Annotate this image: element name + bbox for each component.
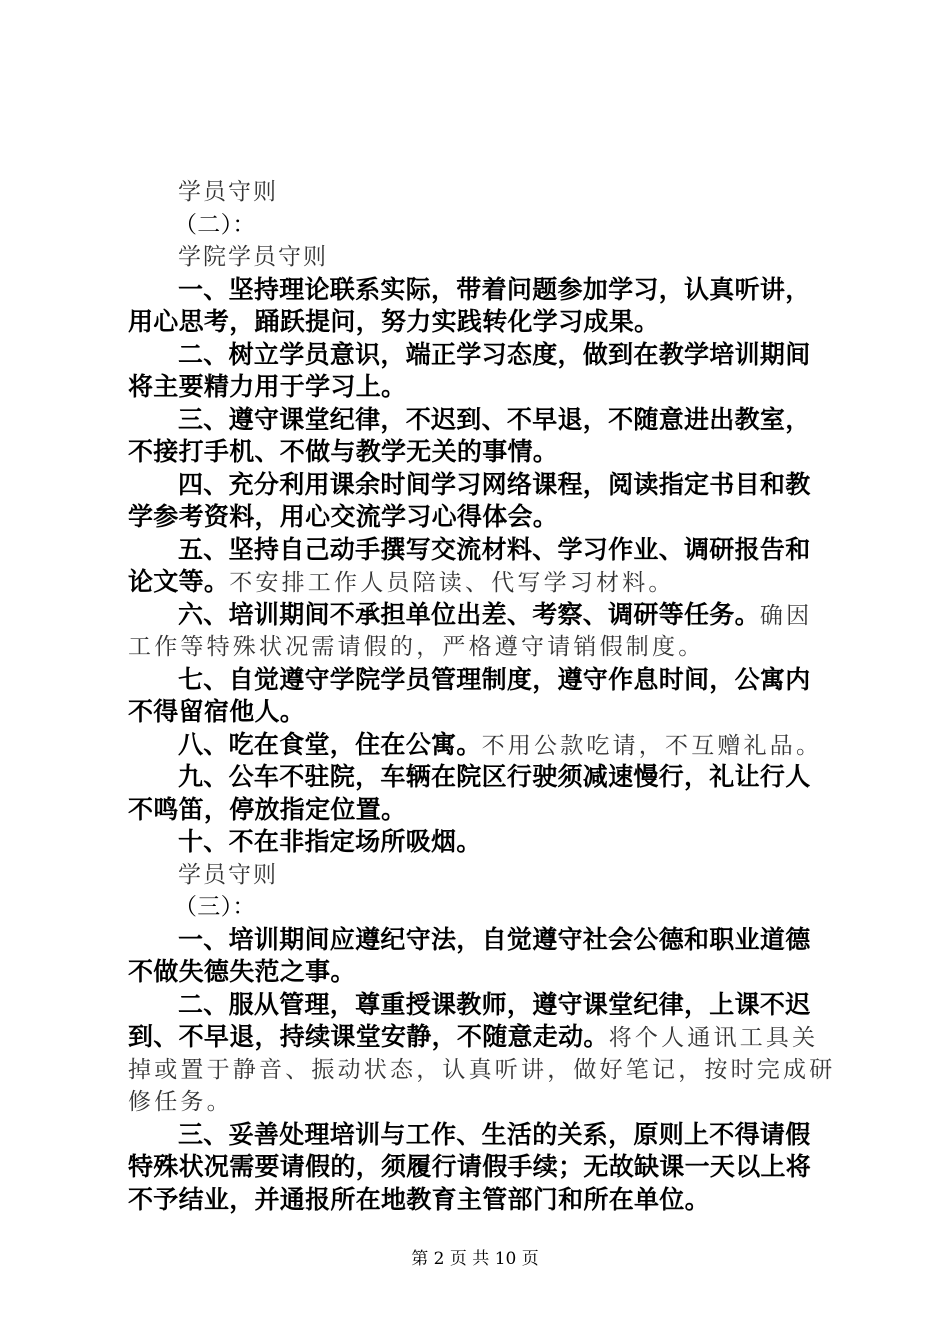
text-line [128, 794, 833, 827]
line-text: 不得留宿他人。 [128, 697, 306, 726]
text-line [128, 599, 833, 632]
line-text: 四、充分利用课余时间学习网络课程，阅读指定书目和教 [178, 469, 811, 499]
line-text: 三、妥善处理培训与工作、生活的关系，原则上不得请假 [178, 1119, 811, 1149]
page-footer: 第 2 页 共 10 页 [411, 1249, 539, 1269]
text-line [128, 956, 833, 989]
text-line [128, 989, 833, 1022]
line-text: 修任务。 [128, 1089, 233, 1115]
line-text: 八、吃在食堂，住在公寓。 [178, 729, 482, 759]
line-text-light: 不安排工作人员陪读、代写学习材料。 [229, 570, 675, 596]
line-text: 二、服从管理，尊重授课教师，遵守课堂纪律，上课不迟 [178, 989, 811, 1019]
text-line [128, 534, 833, 567]
text-line [128, 1021, 833, 1054]
text-line [128, 469, 833, 502]
text-line [128, 274, 833, 307]
text-line [128, 1054, 836, 1087]
text-line [128, 696, 833, 729]
line-text: 学员守则 [178, 861, 278, 888]
text-line [128, 631, 833, 664]
line-text: 三、遵守课堂纪律，不迟到、不早退，不随意进出教室， [178, 404, 811, 434]
text-line [128, 566, 833, 599]
line-text: 到、不早退，持续课堂安静，不随意走动。 [128, 1022, 609, 1051]
line-text: 学参考资料，用心交流学习心得体会。 [128, 502, 559, 531]
text-line [128, 339, 833, 372]
text-line [128, 729, 833, 762]
text-line [128, 859, 833, 892]
text-line [128, 306, 833, 339]
line-text: 不接打手机、不做与教学无关的事情。 [128, 437, 559, 466]
line-text: 十、不在非指定场所吸烟。 [178, 827, 482, 856]
text-line [128, 891, 833, 924]
line-text: （二）： [174, 211, 256, 238]
text-line [128, 924, 833, 957]
line-text: 论文等。 [128, 567, 230, 596]
text-line [128, 209, 833, 242]
document-body [128, 176, 836, 1216]
line-text: 学员守则 [178, 179, 278, 205]
line-text: 掉或置于静音、振动状态，认真听讲，做好笔记，按时完成研 [128, 1056, 836, 1083]
line-text-light: 将个人通讯工具关 [608, 1025, 819, 1051]
line-text: 七、自觉遵守学院学员管理制度，遵守作息时间，公寓内 [178, 664, 811, 694]
line-text: 将主要精力用于学习上。 [128, 372, 407, 401]
line-text: 工作等特殊状况需请假的，严格遵守请销假制度。 [128, 634, 705, 660]
line-text: 一、坚持理论联系实际，带着问题参加学习，认真听讲， [178, 274, 811, 304]
text-line [128, 241, 833, 274]
text-line [128, 761, 833, 794]
line-text: 一、培训期间应遵纪守法，自觉遵守社会公德和职业道德 [178, 924, 811, 954]
line-text: 九、公车不驻院，车辆在院区行驶须减速慢行，礼让行人 [178, 762, 811, 791]
text-line [128, 1086, 833, 1119]
text-line [128, 436, 833, 469]
line-text: 不鸣笛，停放指定位置。 [128, 794, 407, 824]
line-text: 二、树立学员意识，端正学习态度，做到在教学培训期间 [178, 339, 811, 369]
text-line [128, 501, 833, 534]
line-text-light: 确因 [759, 602, 813, 629]
text-line [128, 1119, 833, 1152]
text-line [128, 404, 833, 437]
text-line [128, 1184, 833, 1217]
line-text: 学院学员守则 [178, 244, 328, 270]
line-text: 五、坚持自己动手撰写交流材料、学习作业、调研报告和 [178, 534, 811, 564]
line-text: 不做失德失范之事。 [128, 957, 356, 986]
text-line [128, 1151, 833, 1184]
line-text: （三）： [174, 894, 256, 920]
line-text: 特殊状况需要请假的，须履行请假手续；无故缺课一天以上将 [128, 1152, 812, 1181]
text-line [128, 664, 833, 697]
text-line [128, 371, 833, 404]
text-line [128, 176, 833, 209]
line-text: 用心思考，踊跃提问，努力实践转化学习成果。 [128, 307, 660, 336]
text-line [128, 826, 833, 859]
line-text-light: 不用公款吃请，不互赠礼品。 [481, 732, 823, 759]
line-text: 不予结业，并通报所在地教育主管部门和所在单位。 [128, 1184, 710, 1214]
line-text: 六、培训期间不承担单位出差、考察、调研等任务。 [178, 599, 760, 629]
